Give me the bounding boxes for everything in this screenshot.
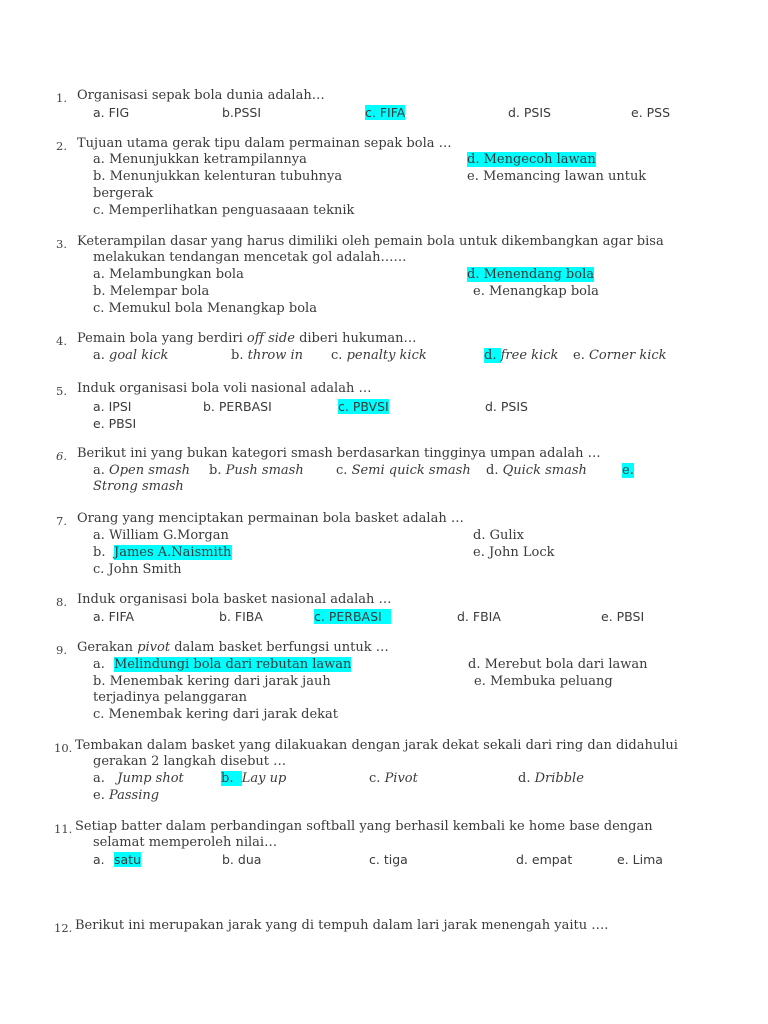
option-d[interactable]: d. FBIA <box>457 609 501 624</box>
option-e[interactable]: e. John Lock <box>473 545 555 560</box>
option-c-answer[interactable]: c. FIFA <box>365 105 406 120</box>
question-number: 10. <box>54 741 73 755</box>
option-c[interactable]: c. Semi quick smash <box>336 463 471 478</box>
question-stem: Setiap batter dalam perbandingan softball yang berhasil kembali ke home base dengan <box>75 819 653 834</box>
question-number: 9. <box>56 643 67 657</box>
option-b[interactable]: b. throw in <box>231 348 304 363</box>
option-b-letter: b. <box>93 545 106 560</box>
question-stem: Gerakan pivot dalam basket berfungsi untuk … <box>77 640 389 655</box>
question-number: 4. <box>56 334 67 348</box>
question-stem-continued: gerakan 2 langkah disebut … <box>93 754 287 769</box>
option-a[interactable]: a. Menunjukkan ketrampilannya <box>93 152 307 167</box>
option-a[interactable]: a. FIFA <box>93 609 135 624</box>
question-number: 6. <box>56 449 67 463</box>
option-c[interactable]: c. John Smith <box>93 562 182 577</box>
option-c[interactable]: c. tiga <box>369 852 408 867</box>
option-e[interactable]: e. Lima <box>617 852 663 867</box>
option-b-answer[interactable]: b. Lay up <box>221 771 287 786</box>
question-number: 3. <box>56 237 67 251</box>
option-c[interactable]: c. Memperlihatkan penguasaaan teknik <box>93 203 355 218</box>
option-a[interactable]: a. IPSI <box>93 399 132 414</box>
option-e-continued: terjadinya pelanggaran <box>93 690 248 705</box>
option-d[interactable]: d. Gulix <box>473 528 524 543</box>
option-c[interactable]: c. Pivot <box>369 771 418 786</box>
option-b[interactable]: b.PSSI <box>222 105 262 120</box>
question-number: 5. <box>56 384 67 398</box>
question-stem-continued: melakukan tendangan mencetak gol adalah…… <box>93 250 407 265</box>
option-a[interactable]: a. Jump shot <box>93 771 184 786</box>
question-number: 1. <box>56 91 67 105</box>
option-e[interactable]: e. Membuka peluang <box>474 674 613 689</box>
option-a[interactable]: a. William G.Morgan <box>93 528 229 543</box>
question-number: 7. <box>56 514 67 528</box>
option-a-answer[interactable]: satu <box>114 852 141 867</box>
option-e[interactable]: e. Memancing lawan untuk <box>467 169 647 184</box>
option-c[interactable]: c. Menembak kering dari jarak dekat <box>93 707 338 722</box>
option-a-letter: a. <box>93 852 105 867</box>
question-stem: Orang yang menciptakan permainan bola basket adalah … <box>77 511 464 526</box>
option-e-answer-letter[interactable]: e. <box>622 463 634 478</box>
option-d-answer[interactable]: d. free kick <box>484 348 559 363</box>
question-number: 8. <box>56 595 67 609</box>
option-c[interactable]: c. Memukul bola Menangkap bola <box>93 301 317 316</box>
question-stem: Induk organisasi bola basket nasional adalah … <box>77 592 392 607</box>
question-stem: Tembakan dalam basket yang dilakuakan dengan jarak dekat sekali dari ring dan didahului <box>75 738 678 753</box>
question-stem-continued: selamat memperoleh nilai… <box>93 835 278 850</box>
option-a-answer[interactable]: Melindungi bola dari rebutan lawan <box>114 657 352 672</box>
option-d-answer[interactable]: d. Mengecoh lawan <box>467 152 596 167</box>
question-stem: Keterampilan dasar yang harus dimiliki oleh pemain bola untuk dikembangkan agar bisa <box>77 234 664 249</box>
option-b[interactable]: b. FIBA <box>219 609 263 624</box>
question-stem: Berikut ini merupakan jarak yang di tempuh dalam lari jarak menengah yaitu …. <box>75 918 609 933</box>
question-stem: Organisasi sepak bola dunia adalah… <box>77 88 325 103</box>
option-b[interactable]: b. Menunjukkan kelenturan tubuhnya <box>93 169 343 184</box>
option-a[interactable]: a. Open smash <box>93 463 191 478</box>
option-d-answer[interactable]: d. Menendang bola <box>467 267 594 282</box>
option-d[interactable]: d. PSIS <box>508 105 551 120</box>
option-d[interactable]: d. Merebut bola dari lawan <box>468 657 648 672</box>
option-b[interactable]: b. Push smash <box>209 463 304 478</box>
option-c[interactable]: c. penalty kick <box>331 348 427 363</box>
option-e[interactable]: e. Passing <box>93 788 160 803</box>
option-e[interactable]: e. PSS <box>631 105 671 120</box>
option-e[interactable]: e. Corner kick <box>573 348 667 363</box>
question-number: 12. <box>54 921 73 935</box>
option-e-continued: bergerak <box>93 186 154 201</box>
question-number: 11. <box>54 822 73 836</box>
option-b[interactable]: b. Melempar bola <box>93 284 210 299</box>
option-a[interactable]: a. Melambungkan bola <box>93 267 244 282</box>
question-number: 2. <box>56 139 67 153</box>
question-stem: Berikut ini yang bukan kategori smash berdasarkan tingginya umpan adalah … <box>77 446 601 461</box>
option-d[interactable]: d. Quick smash <box>486 463 587 478</box>
option-a-letter: a. <box>93 657 105 672</box>
question-stem: Induk organisasi bola voli nasional adalah … <box>77 381 372 396</box>
option-b[interactable]: b. PERBASI <box>203 399 272 414</box>
option-e-answer[interactable]: Strong smash <box>93 479 184 494</box>
option-d[interactable]: d. empat <box>516 852 573 867</box>
option-b-answer[interactable]: James A.Naismith <box>114 545 232 560</box>
option-c-answer[interactable]: c. PBVSI <box>338 399 389 414</box>
option-a[interactable]: a. FIG <box>93 105 130 120</box>
option-d[interactable]: d. PSIS <box>485 399 528 414</box>
question-stem: Pemain bola yang berdiri off side diberi hukuman… <box>77 331 417 346</box>
option-c-answer[interactable]: c. PERBASI <box>314 609 391 624</box>
option-e[interactable]: e. PBSI <box>601 609 645 624</box>
option-e[interactable]: e. PBSI <box>93 416 137 431</box>
option-b[interactable]: b. dua <box>222 852 262 867</box>
question-stem: Tujuan utama gerak tipu dalam permainan sepak bola … <box>77 136 452 151</box>
option-b[interactable]: b. Menembak kering dari jarak jauh <box>93 674 331 689</box>
option-d[interactable]: d. Dribble <box>518 771 584 786</box>
option-e[interactable]: e. Menangkap bola <box>473 284 599 299</box>
option-a[interactable]: a. goal kick <box>93 348 169 363</box>
